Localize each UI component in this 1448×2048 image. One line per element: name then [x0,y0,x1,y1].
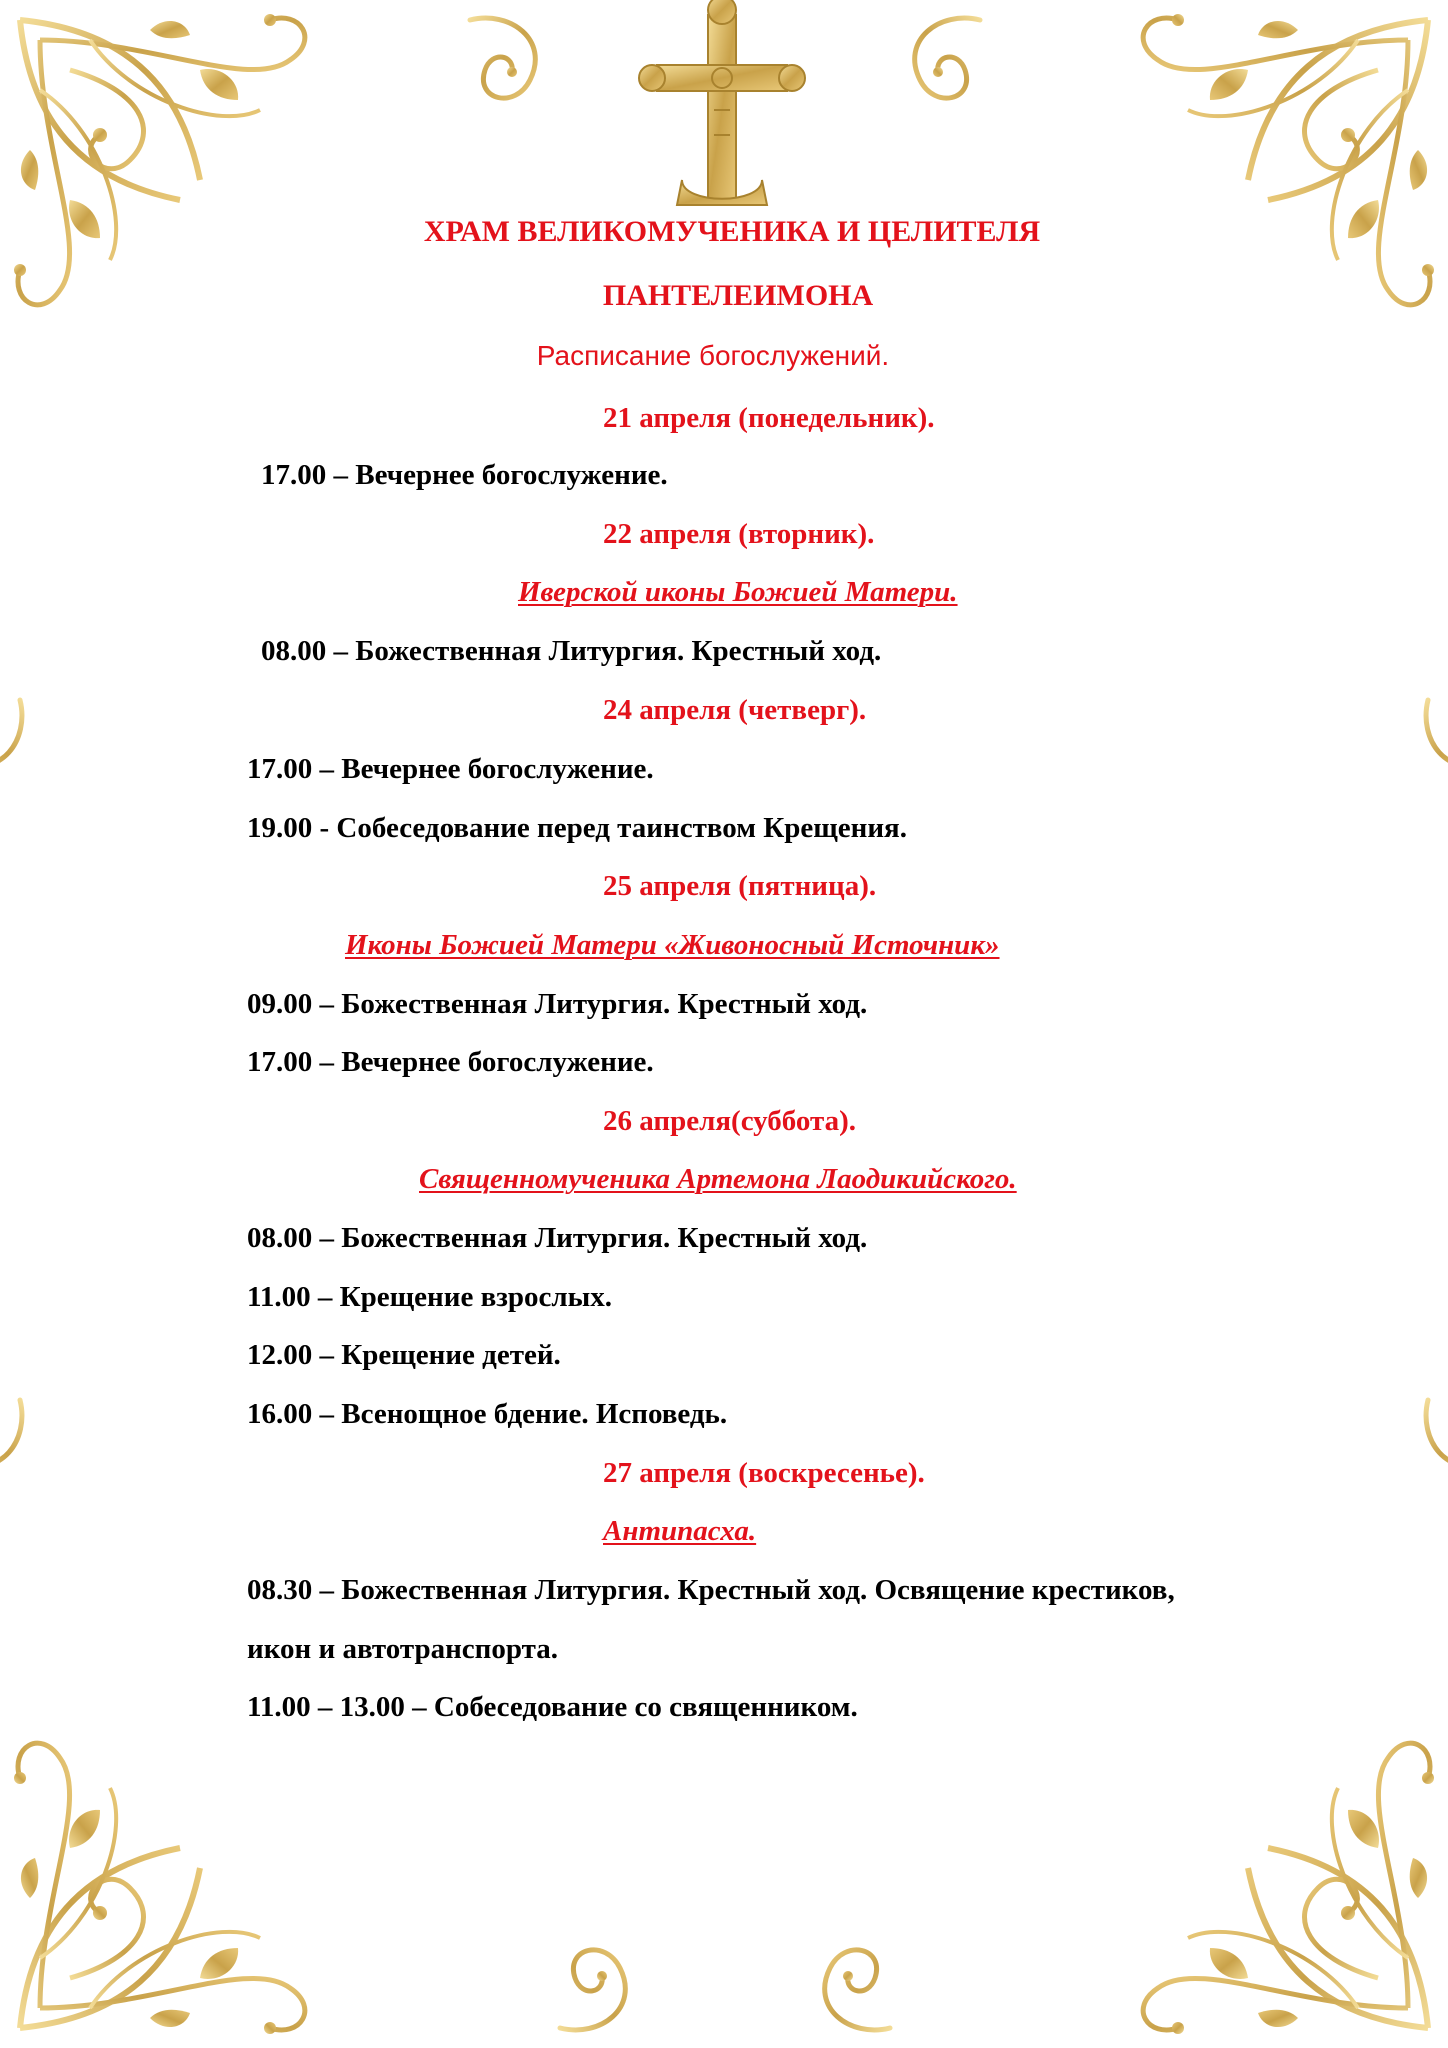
feast-title: Священномученика Артемона Лаодикийского. [419,1163,1017,1195]
service-item: 17.00 – Вечернее богослужение. [261,459,668,491]
feast-title: Иконы Божией Матери «Живоносный Источник» [345,929,1000,961]
service-item: 08.00 – Божественная Литургия. Крестный ход. [247,1222,868,1254]
service-item: 17.00 – Вечернее богослужение. [247,1046,654,1078]
date-heading: 26 апреля(суббота). [603,1105,857,1137]
church-title-line1: ХРАМ ВЕЛИКОМУЧЕНИКА И ЦЕЛИТЕЛЯ [423,215,1041,248]
service-item: 16.00 – Всенощное бдение. Исповедь. [247,1398,728,1430]
service-item: 11.00 – 13.00 – Собеседование со священником. [247,1691,858,1723]
church-title-line2: ПАНТЕЛЕИМОНА [602,279,874,312]
service-item: 11.00 – Крещение взрослых. [247,1281,613,1313]
date-heading: 21 апреля (понедельник). [603,402,935,434]
service-item: икон и автотранспорта. [247,1633,558,1665]
date-heading: 22 апреля (вторник). [603,518,875,550]
feast-title: Иверской иконы Божией Матери. [518,576,958,608]
date-heading: 27 апреля (воскресенье). [603,1457,925,1489]
service-item: 08.00 – Божественная Литургия. Крестный ход. [261,635,882,667]
feast-title: Антипасха. [603,1515,757,1547]
schedule-subtitle: Расписание богослужений. [536,340,890,371]
service-item: 19.00 - Собеседование перед таинством Крещения. [247,812,907,844]
service-item: 09.00 – Божественная Литургия. Крестный ход. [247,988,868,1020]
date-heading: 25 апреля (пятница). [603,870,877,902]
service-item: 08.30 – Божественная Литургия. Крестный ход. Освящение крестиков, [247,1574,1175,1606]
service-item: 12.00 – Крещение детей. [247,1339,561,1371]
date-heading: 24 апреля (четверг). [603,694,867,726]
service-item: 17.00 – Вечернее богослужение. [247,753,654,785]
